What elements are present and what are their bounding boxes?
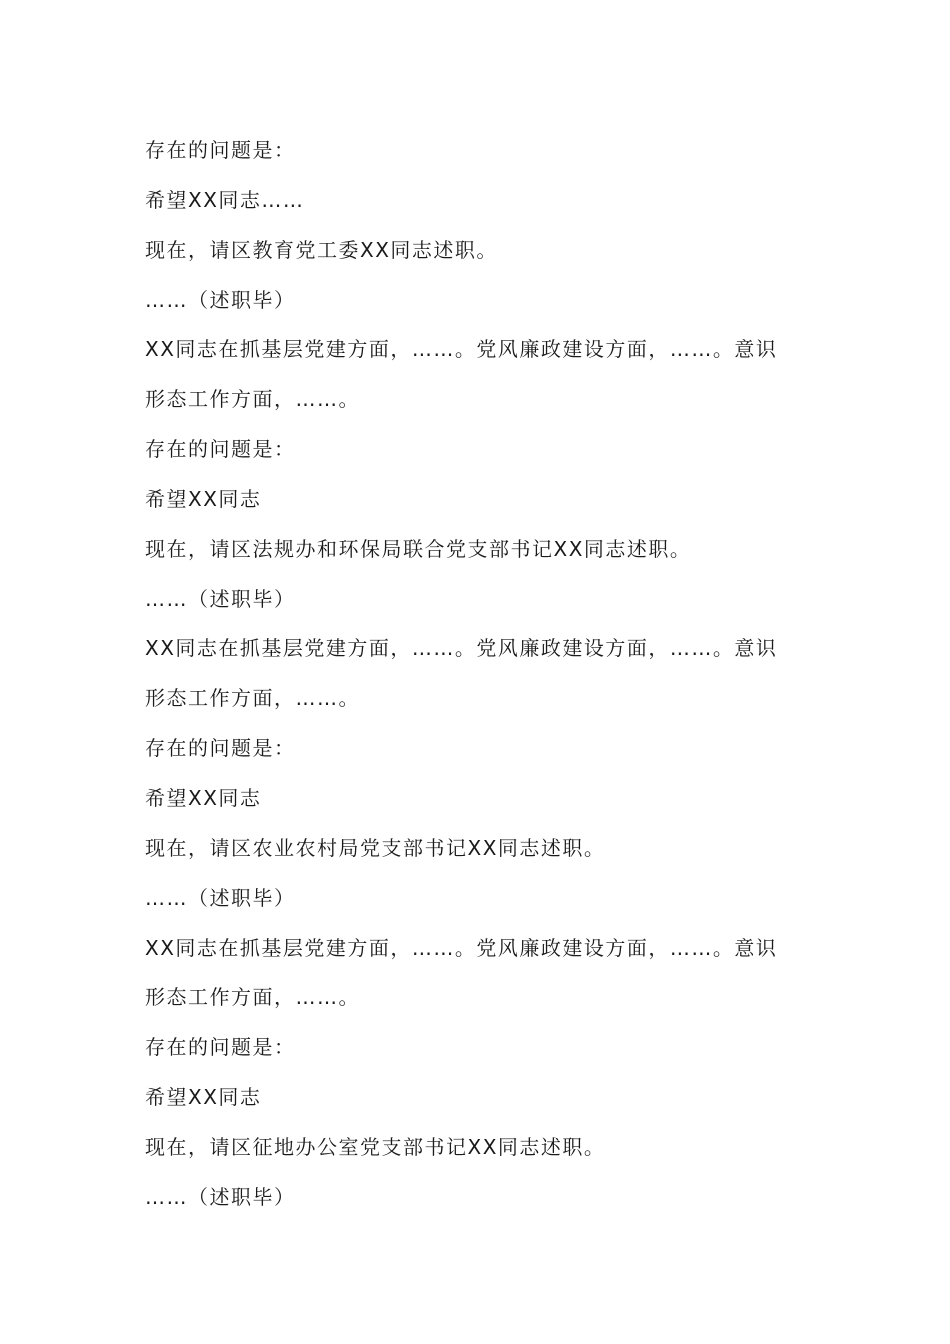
speaker-invitation: 现在，请区农业农村局党支部书记XX同志述职。 bbox=[145, 835, 606, 860]
evaluation-line-continued: 形态工作方面，……。 bbox=[145, 985, 360, 1010]
evaluation-line: XX同志在抓基层党建方面，……。党风廉政建设方面，……。意识 bbox=[145, 337, 778, 362]
speaker-invitation: 现在，请区征地办公室党支部书记XX同志述职。 bbox=[145, 1134, 606, 1159]
evaluation-line-continued: 形态工作方面，……。 bbox=[145, 387, 360, 412]
hope-line: 希望XX同志 bbox=[145, 1085, 262, 1110]
hope-line: 希望XX同志 bbox=[145, 486, 262, 511]
hope-line: 希望XX同志 bbox=[145, 785, 262, 810]
report-end-note: ……（述职毕） bbox=[145, 1184, 296, 1209]
problems-heading: 存在的问题是： bbox=[145, 437, 296, 462]
speaker-invitation: 现在，请区法规办和环保局联合党支部书记XX同志述职。 bbox=[145, 536, 692, 561]
problems-heading: 存在的问题是： bbox=[145, 1035, 296, 1060]
evaluation-line: XX同志在抓基层党建方面，……。党风廉政建设方面，……。意识 bbox=[145, 935, 778, 960]
report-end-note: ……（述职毕） bbox=[145, 586, 296, 611]
hope-line: 希望XX同志…… bbox=[145, 187, 305, 212]
document-body bbox=[145, 126, 815, 1223]
problems-heading: 存在的问题是： bbox=[145, 138, 296, 162]
report-end-note: ……（述职毕） bbox=[145, 885, 296, 910]
evaluation-line-continued: 形态工作方面，……。 bbox=[145, 686, 360, 711]
evaluation-line: XX同志在抓基层党建方面，……。党风廉政建设方面，……。意识 bbox=[145, 636, 778, 661]
speaker-invitation: 现在，请区教育党工委XX同志述职。 bbox=[145, 237, 498, 262]
report-end-note: ……（述职毕） bbox=[145, 287, 296, 312]
problems-heading: 存在的问题是： bbox=[145, 736, 296, 761]
